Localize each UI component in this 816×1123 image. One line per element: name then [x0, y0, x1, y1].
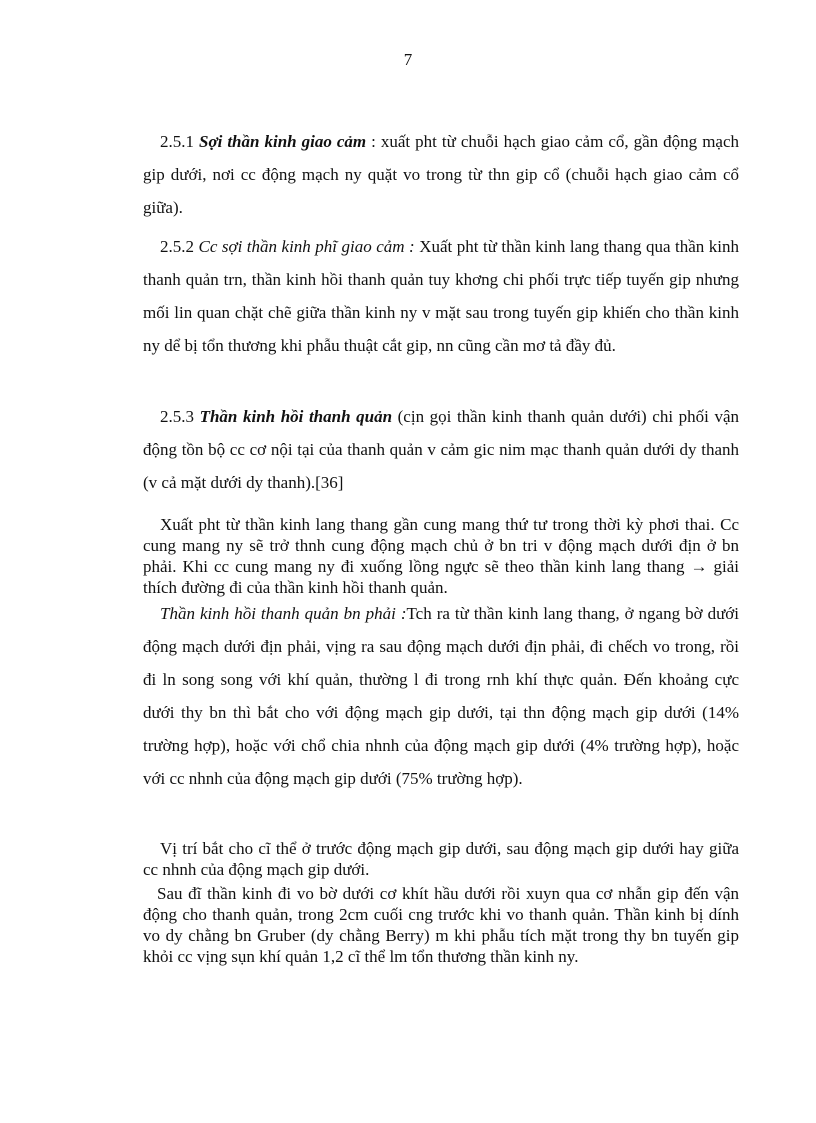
section-number: 2.5.3 [160, 407, 194, 426]
section-title: Thần kinh hồi thanh quản [199, 407, 393, 426]
page-number: 7 [403, 50, 413, 69]
origin-text: Xuất pht từ thần kinh lang thang gần cung mang thứ tư trong thời kỳ phơi thai. Cc cung mang ny sẽ trở thnh cung động mạch chủ ở bn tri v động mạch dưới địn ở bn phải. Khi cc cung mang ny đi xuống lồng ngực sẽ theo thần kinh lang thang [143, 515, 739, 576]
section-title: Sợi thần kinh giao cảm [199, 132, 367, 151]
arrow-symbol: → [684, 557, 714, 576]
right-nerve-text: Tch ra từ thần kinh lang thang, ở ngang bờ dưới động mạch dưới địn phải, vịng ra sau động mạch dưới địn phải, đi chếch vo trong, rồi đi ln song song với khí quản, thường l đi trong rnh khí thực quản. Đến khoảng cực dưới thy bn thì bắt cho với động mạch gip dưới, tại thn động mạch gip dưới (14% trường hợp), hoặc với chổ chia nhnh của động mạch gip dưới (4% trường hợp), hoặc với cc nhnh của động mạch gip dưới (75% trường hợp). [143, 604, 739, 788]
paragraph-after: Sau đĩ thần kinh đi vo bờ dưới cơ khít hầu dưới rồi xuyn qua cơ nhẫn gip đến vận động cho thanh quản, trong 2cm cuối cng trước khi vo thanh quản. Thần kinh bị dính vo dy chằng bn Gruber (dy chằng Berry) m khi phẫu tích mặt trong thy bn tuyến gip khỏi cc vịng sụn khí quản 1,2 cĩ thể lm tổn thương thần kinh ny. [143, 884, 739, 966]
section-number: 2.5.2 [160, 237, 194, 256]
origin-text-end: giải thích đường đi của thần kinh hồi thanh quản. [143, 557, 740, 597]
section-title: Cc sợi thần kinh phĩ giao cảm : [198, 237, 415, 256]
paragraph-position: Vị trí bắt cho cĩ thể ở trước động mạch gip dưới, sau động mạch gip dưới hay giữa cc nhnh của động mạch gip dưới. [143, 839, 739, 879]
paragraph-origin [143, 514, 739, 598]
section-2-5-3 [143, 400, 739, 499]
section-text: : xuất pht từ chuỗi hạch giao cảm cổ, gần động mạch gip dưới, nơi cc động mạch ny quặt vo trong từ thn gip cổ (chuỗi hạch giao cảm cổ giữa). [143, 132, 740, 217]
section-number: 2.5.1 [160, 132, 194, 151]
section-2-5-2 [143, 230, 739, 362]
section-text: (cịn gọi thần kinh thanh quản dưới) chi phối vận động tồn bộ cc cơ nội tại của thanh quản v cảm gic nim mạc thanh quản dưới dy thanh (v cả mặt dưới dy thanh).[36] [143, 407, 739, 492]
paragraph-right-nerve [143, 597, 739, 795]
section-2-5-1 [143, 125, 739, 224]
right-nerve-title: Thần kinh hồi thanh quản bn phải : [160, 604, 407, 623]
section-text: Xuất pht từ thần kinh lang thang qua thần kinh thanh quản trn, thần kinh hồi thanh quản tuy khơng chi phối trực tiếp tuyến gip nhưng mối lin quan chặt chẽ giữa thần kinh ny v mặt sau trong tuyến gip khiến cho thần kinh ny dể bị tổn thương khi phẫu thuật cắt gip, nn cũng cần mơ tả đầy đủ. [143, 237, 739, 355]
